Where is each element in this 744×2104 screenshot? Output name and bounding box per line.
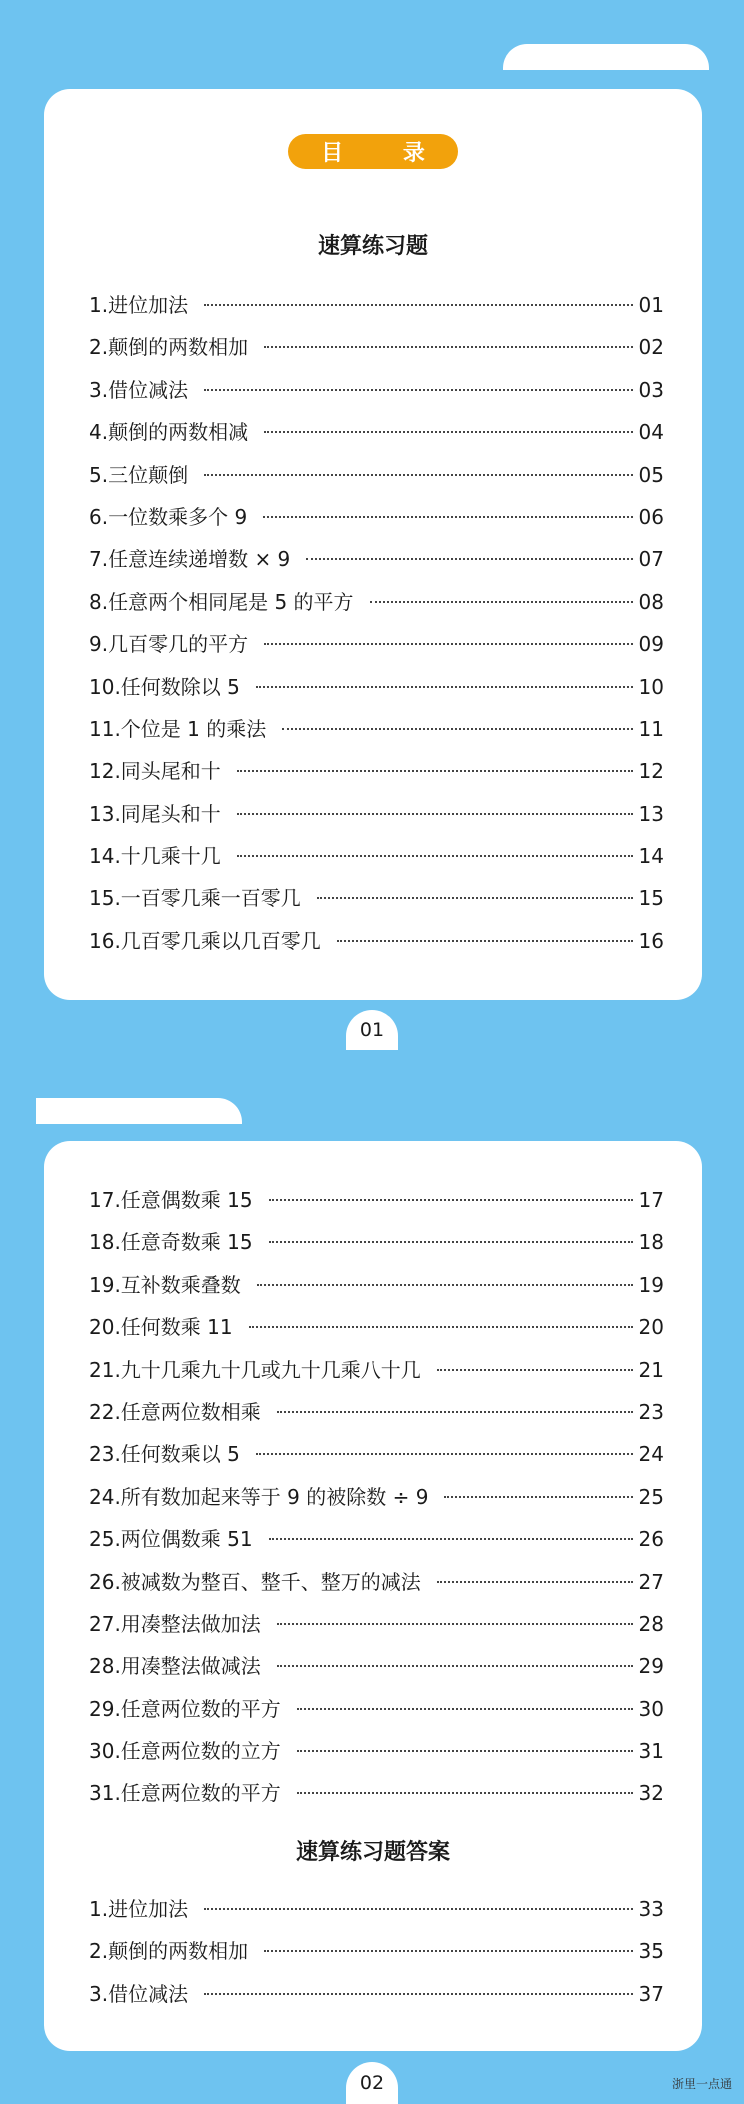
toc-entry-title: 23.任何数乘以 5 (89, 1442, 240, 1467)
section-title-exercises: 速算练习题 (317, 234, 428, 259)
toc-leader-dots (237, 770, 633, 772)
toc-entry[interactable] (89, 708, 664, 750)
toc-leader-dots (282, 728, 632, 730)
toc-entry-page: 05 (638, 462, 664, 487)
toc-entry[interactable] (89, 411, 664, 453)
toc-entry-title: 24.所有数加起来等于 9 的被除数 ÷ 9 (89, 1484, 429, 1509)
toc-leader-dots (437, 1581, 633, 1583)
toc-entry-title: 13.同尾头和十 (89, 801, 221, 826)
toc-entry-title: 16.几百零几乘以几百零几 (89, 928, 321, 953)
toc-entry[interactable] (89, 666, 664, 708)
toc-entry-page: 09 (638, 632, 664, 657)
toc-entry-title: 21.九十几乘九十几或九十几乘八十几 (89, 1357, 421, 1382)
toc-entry[interactable] (89, 623, 664, 665)
toc-entry[interactable] (89, 835, 664, 877)
toc-entry-title: 29.任意两位数的平方 (89, 1696, 281, 1721)
toc-leader-dots (264, 431, 632, 433)
toc-entry-page: 29 (638, 1654, 664, 1679)
toc-entry-title: 15.一百零几乘一百零几 (89, 886, 301, 911)
toc-leader-dots (249, 1326, 633, 1328)
toc-entry-page: 32 (638, 1781, 664, 1806)
toc-list-page-1 (89, 284, 664, 962)
toc-entry-title: 31.任意两位数的平方 (89, 1781, 281, 1806)
toc-leader-dots (269, 1199, 633, 1201)
watermark-text: 浙里一点通 (671, 2077, 732, 2091)
toc-entry[interactable] (89, 1561, 664, 1603)
toc-entry-title: 17.任意偶数乘 15 (89, 1188, 253, 1212)
toc-entry-title: 22.任意两位数相乘 (89, 1399, 261, 1424)
toc-entry-page: 21 (638, 1357, 664, 1382)
toc-entry-page: 01 (638, 293, 664, 317)
toc-entry-page: 16 (638, 928, 664, 953)
toc-entry-title: 4.颠倒的两数相减 (89, 420, 249, 445)
toc-leader-dots (204, 389, 632, 391)
toc-leader-dots (269, 1538, 633, 1540)
toc-entry[interactable] (89, 1518, 664, 1560)
toc-list-answers (89, 1888, 664, 2015)
toc-list-page-2 (89, 1179, 664, 1815)
toc-leader-dots (269, 1241, 633, 1243)
toc-entry-title: 20.任何数乘 11 (89, 1315, 233, 1340)
toc-leader-dots (297, 1708, 633, 1710)
toc-entry-title: 25.两位偶数乘 51 (89, 1527, 253, 1552)
decorative-tab-mid (36, 1098, 242, 1124)
toc-entry[interactable] (89, 1433, 664, 1475)
toc-entry-page: 26 (638, 1527, 664, 1552)
toc-entry[interactable] (89, 1772, 664, 1814)
toc-entry-page: 10 (638, 674, 664, 699)
toc-entry-page: 19 (638, 1272, 664, 1297)
toc-entry-title: 1.进位加法 (89, 1897, 189, 1921)
toc-entry[interactable] (89, 454, 664, 496)
toc-entry-title: 1.进位加法 (89, 293, 189, 317)
toc-entry[interactable] (89, 538, 664, 580)
toc-entry-title: 30.任意两位数的立方 (89, 1739, 281, 1764)
toc-entry-page: 12 (638, 759, 664, 784)
toc-leader-dots (204, 1908, 632, 1910)
toc-leader-dots (306, 558, 632, 560)
toc-entry-page: 27 (638, 1569, 664, 1594)
toc-entry-title: 14.十几乘十几 (89, 844, 221, 869)
toc-entry-title: 2.颠倒的两数相加 (89, 1939, 249, 1964)
toc-entry-title: 10.任何数除以 5 (89, 674, 240, 699)
page-number-badge-1: 01 (346, 1010, 398, 1050)
toc-entry-page: 07 (638, 547, 664, 572)
toc-entry[interactable] (89, 1930, 664, 1972)
toc-entry[interactable] (89, 1264, 664, 1306)
toc-entry[interactable] (89, 1603, 664, 1645)
toc-entry-page: 11 (638, 716, 664, 741)
toc-entry-title: 27.用凑整法做加法 (89, 1611, 261, 1636)
toc-entry-page: 33 (638, 1897, 664, 1921)
toc-entry[interactable] (89, 581, 664, 623)
toc-entry-page: 02 (638, 335, 664, 360)
toc-leader-dots (257, 1284, 633, 1286)
toc-entry-title: 8.任意两个相同尾是 5 的平方 (89, 589, 354, 614)
toc-leader-dots (204, 474, 632, 476)
toc-leader-dots (437, 1369, 633, 1371)
toc-entry[interactable] (89, 1306, 664, 1348)
toc-leader-dots (277, 1665, 633, 1667)
toc-leader-dots (317, 897, 633, 899)
toc-entry-page: 08 (638, 589, 664, 614)
toc-leader-dots (237, 855, 633, 857)
toc-leader-dots (297, 1750, 633, 1752)
toc-leader-dots (256, 1453, 633, 1455)
toc-entry[interactable] (89, 1730, 664, 1772)
toc-entry-page: 04 (638, 420, 664, 445)
toc-entry-page: 17 (638, 1188, 664, 1212)
toc-leader-dots (297, 1792, 633, 1794)
toc-entry-title: 5.三位颠倒 (89, 462, 189, 487)
toc-entry-page: 06 (638, 504, 664, 529)
toc-entry-page: 24 (638, 1442, 664, 1467)
toc-leader-dots (277, 1623, 633, 1625)
toc-entry[interactable] (89, 1888, 664, 1930)
toc-entry-page: 15 (638, 886, 664, 911)
toc-leader-dots (256, 686, 633, 688)
toc-entry-title: 6.一位数乘多个 9 (89, 504, 248, 529)
section-title-answers: 速算练习题答案 (295, 1840, 450, 1865)
toc-leader-dots (204, 1993, 632, 1995)
toc-entry-page: 35 (638, 1939, 664, 1964)
toc-entry-title: 2.颠倒的两数相加 (89, 335, 249, 360)
toc-card-page-1 (44, 89, 702, 1000)
toc-entry-page: 30 (638, 1696, 664, 1721)
toc-leader-dots (264, 643, 632, 645)
toc-entry[interactable] (89, 1476, 664, 1518)
toc-entry-page: 18 (638, 1230, 664, 1255)
toc-entry-page: 37 (638, 1981, 664, 2006)
toc-entry-page: 20 (638, 1315, 664, 1340)
toc-entry[interactable] (89, 1179, 664, 1221)
toc-entry[interactable] (89, 496, 664, 538)
toc-entry[interactable] (89, 369, 664, 411)
page-number-badge-2: 02 (346, 2062, 398, 2104)
toc-entry[interactable] (89, 1221, 664, 1263)
toc-entry-title: 3.借位减法 (89, 377, 189, 402)
toc-entry-title: 7.任意连续递增数 × 9 (89, 547, 291, 572)
toc-entry-title: 28.用凑整法做减法 (89, 1654, 261, 1679)
toc-entry-title: 19.互补数乘叠数 (89, 1272, 241, 1297)
toc-entry-page: 03 (638, 377, 664, 402)
toc-entry[interactable] (89, 920, 664, 962)
toc-leader-dots (277, 1411, 633, 1413)
toc-leader-dots (237, 813, 633, 815)
toc-entry-page: 14 (638, 844, 664, 869)
toc-entry[interactable] (89, 793, 664, 835)
toc-entry[interactable] (89, 1349, 664, 1391)
toc-entry-title: 9.几百零几的平方 (89, 632, 249, 657)
toc-entry[interactable] (89, 284, 664, 326)
toc-leader-dots (264, 1950, 632, 1952)
toc-entry-page: 25 (638, 1484, 664, 1509)
toc-card-page-2 (44, 1141, 702, 2051)
toc-leader-dots (204, 304, 632, 306)
toc-leader-dots (337, 940, 633, 942)
toc-entry-page: 28 (638, 1611, 664, 1636)
toc-entry-title: 26.被减数为整百、整千、整万的减法 (89, 1569, 421, 1594)
toc-entry[interactable] (89, 750, 664, 792)
toc-leader-dots (370, 601, 633, 603)
toc-entry-title: 12.同头尾和十 (89, 759, 221, 784)
toc-entry-title: 3.借位减法 (89, 1981, 189, 2006)
toc-leader-dots (264, 346, 632, 348)
contents-badge: 目 录 (288, 134, 458, 169)
toc-entry-title: 18.任意奇数乘 15 (89, 1230, 253, 1255)
toc-entry[interactable] (89, 1973, 664, 2015)
toc-entry[interactable] (89, 877, 664, 919)
toc-entry-page: 23 (638, 1399, 664, 1424)
toc-leader-dots (444, 1496, 632, 1498)
toc-entry-page: 13 (638, 801, 664, 826)
decorative-tab-top (503, 44, 709, 70)
toc-entry[interactable] (89, 1391, 664, 1433)
toc-leader-dots (263, 516, 632, 518)
toc-entry[interactable] (89, 1645, 664, 1687)
toc-entry-title: 11.个位是 1 的乘法 (89, 716, 267, 741)
toc-entry[interactable] (89, 326, 664, 368)
toc-entry-page: 31 (638, 1739, 664, 1764)
toc-entry[interactable] (89, 1688, 664, 1730)
